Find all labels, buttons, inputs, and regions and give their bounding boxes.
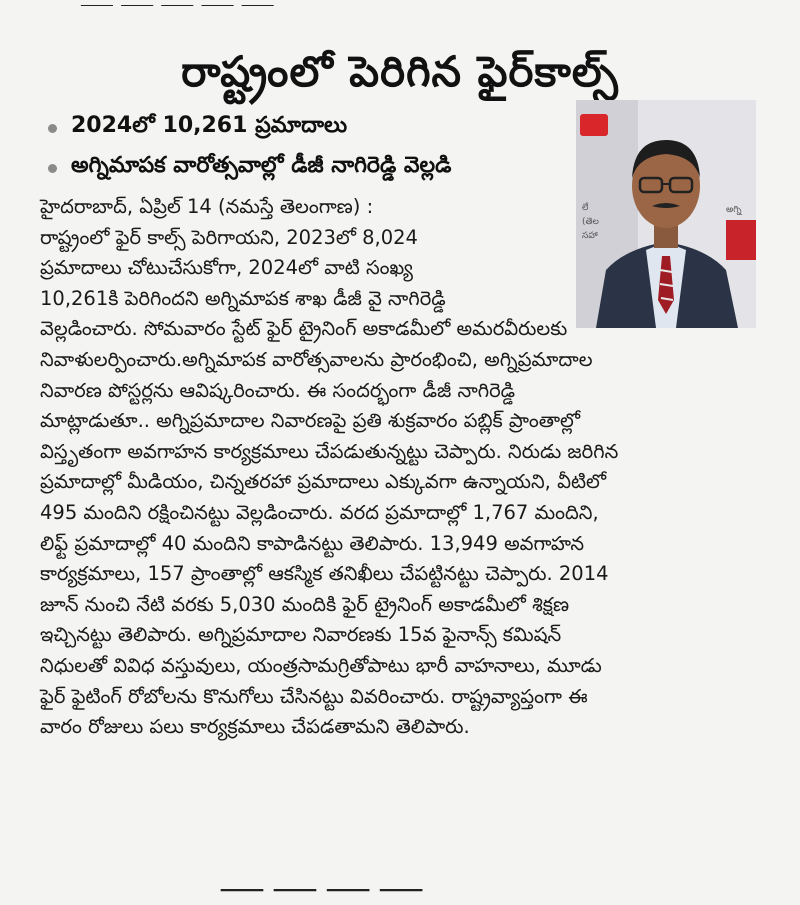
- article-line: నివారణ పోస్టర్లను ఆవిష్కరించారు. ఈ సందర్భంగా డీజీ నాగిరెడ్డి: [40, 378, 516, 402]
- article-body: [40, 192, 756, 743]
- backdrop-text: (తెల: [582, 217, 599, 227]
- bullet-item: [48, 108, 568, 148]
- article-line: లిఫ్ట్‌ ప్రమాదాల్లో 40 మందిని కాపాడినట్టు తెలిపారు. 13,949 అవగాహన: [40, 531, 585, 555]
- bullet-dot-icon: [48, 124, 57, 133]
- article-line: ఫైర్‌ ఫైటింగ్‌ రోబోలను కొనుగోలు చేసినట్టు వివరించారు. రాష్ట్రవ్యాప్తంగా ఈ: [40, 684, 588, 708]
- bullet-text: 2024లో 10,261 ప్రమాదాలు: [71, 113, 348, 138]
- bullet-dot-icon: [48, 164, 57, 173]
- article-line: జూన్‌ నుంచి నేటి వరకు 5,030 మందికి ఫైర్‌ ట్రైనింగ్‌ అకాడమీలో శిక్షణ: [40, 592, 570, 616]
- article-line: 495 మందిని రక్షించినట్టు వెల్లడించారు. వరద ప్రమాదాల్లో 1,767 మందిని,: [40, 500, 599, 524]
- bullet-item: [48, 148, 568, 188]
- backdrop-text: సహా: [582, 231, 598, 241]
- backdrop-text: లే: [582, 203, 589, 213]
- article-line: వెల్లడించారు. సోమవారం స్టేట్‌ ఫైర్‌ ట్రైనింగ్‌ అకాడమీలో అమరవీరులకు: [40, 317, 568, 341]
- article-line: ప్రమాదాలు చోటుచేసుకోగా, 2024లో వాటి సంఖ్య: [40, 256, 413, 280]
- subheadline-bullets: [48, 108, 568, 188]
- article-line: నిధులతో వివిధ వస్తువులు, యంత్రసామగ్రితోపాటు భారీ వాహనాలు, మూడు: [40, 653, 602, 677]
- next-article-cut: ⸺ ⸺ ⸺ ⸺: [220, 874, 424, 904]
- article-line: వారం రోజులు పలు కార్యక్రమాలు చేపడతామని తెలిపారు.: [40, 715, 470, 739]
- bullet-text: అగ్నిమాపక వారోత్సవాల్లో డీజీ నాగిరెడ్డి వెల్లడి: [71, 153, 452, 178]
- article-line: ప్రమాదాల్లో మీడియం, చిన్నతరహా ప్రమాదాలు ఎక్కువగా ఉన్నాయని, వీటిలో: [40, 470, 607, 494]
- article-line: నివాళులర్పించారు.అగ్నిమాపక వారోత్సవాలను ప్రారంభించి, అగ్నిప్రమాదాల: [40, 347, 593, 371]
- article-line: ఇచ్చినట్టు తెలిపారు. అగ్నిప్రమాదాల నివారణకు 15వ ఫైనాన్స్‌ కమిషన్‌: [40, 623, 562, 647]
- article-line: రాష్ట్రంలో ఫైర్‌ కాల్స్‌ పెరిగాయని, 2023లో 8,024: [40, 225, 418, 249]
- article-line: కార్యక్రమాలు, 157 ప్రాంతాల్లో ఆకస్మిక తనిఖీలు చేపట్టినట్టు చెప్పారు. 2014: [40, 562, 609, 586]
- backdrop-text: అగ్ని: [726, 205, 742, 215]
- article-line: హైదరాబాద్‌, ఏప్రిల్‌ 14 (నమస్తే తెలంగాణ) :: [40, 195, 374, 218]
- headline: రాష్ట్రంలో పెరిగిన ఫైర్‌కాల్స్‌: [181, 47, 619, 96]
- article-line: 10,261కి పెరిగిందని అగ్నిమాపక శాఖ డీజీ వై నాగిరెడ్డి: [40, 286, 446, 310]
- previous-article-cut: ⸺ ⸺ ⸺ ⸺ ⸺: [80, 0, 275, 16]
- article-line: విస్తృతంగా అవగాహన కార్యక్రమాలు చేపడుతున్నట్టు చెప్పారు. నిరుడు జరిగిన: [40, 439, 619, 463]
- article-line: మాట్లాడుతూ.. అగ్నిప్రమాదాల నివారణపై ప్రతి శుక్రవారం పబ్లిక్‌ ప్రాంతాల్లో: [40, 409, 581, 433]
